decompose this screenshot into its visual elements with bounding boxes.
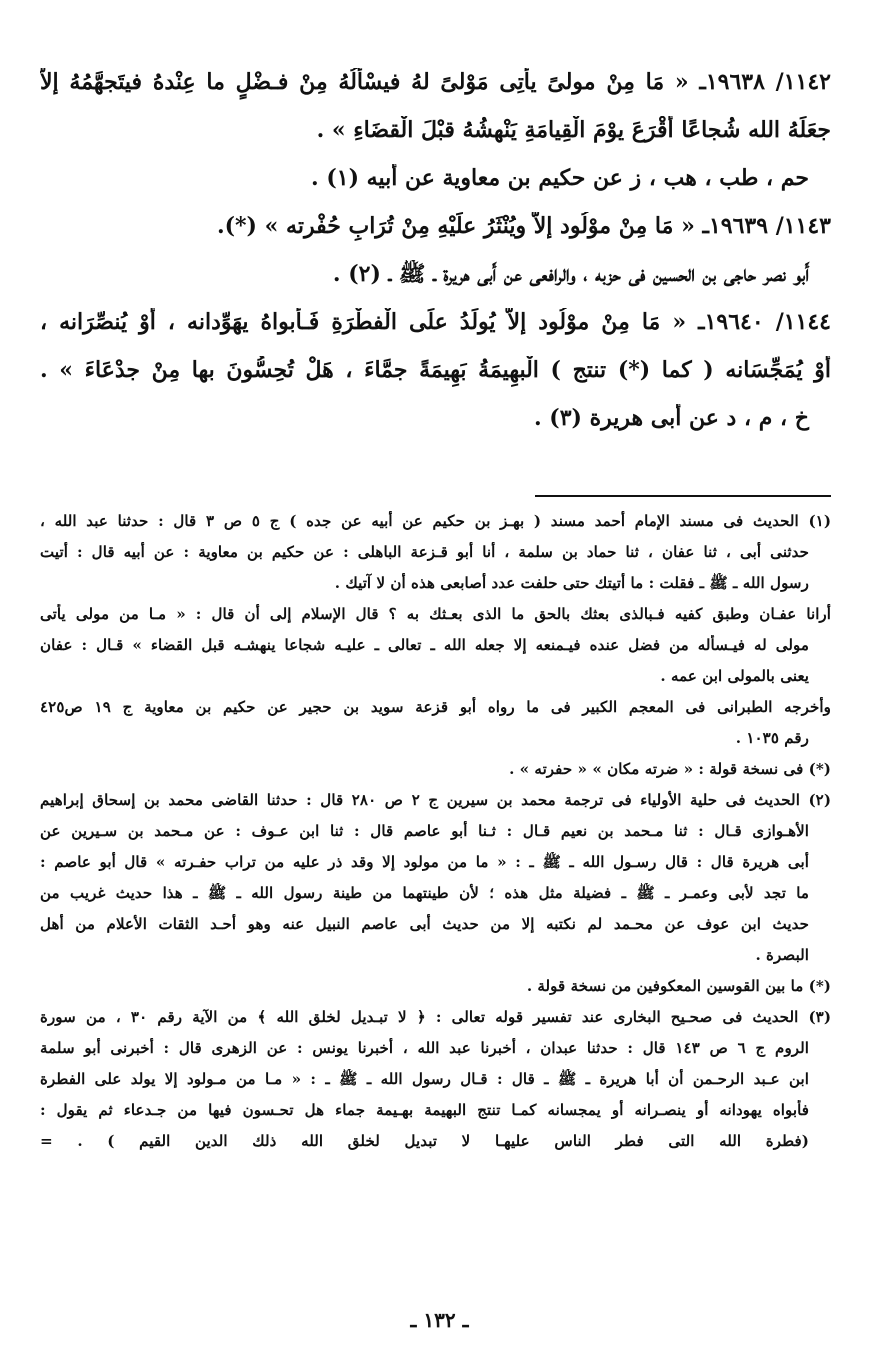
footnote-line: (*) فى نسخة قولة : « ضرته مكان » « حفرته » .: [509, 760, 831, 778]
footnote-line: حديث ابن عوف عن محـمد لم نكتبه إلا من حديث أبى عاصم النبيل عنه وهو أحـد الثقات الأعلام من أهل: [40, 915, 809, 933]
footnote-line: (فطرة الله التى فطر الناس عليهـا لا تبديل لخلق الله ذلك الدين القيم ) . =: [40, 1132, 809, 1150]
hadith-1144-source: خ ، م ، د عن أَبى هريرة (٣) .: [533, 405, 809, 431]
footnote-line: الروم ج ٦ ص ١٤٣ قال : حدثنا عبدان ، أخبرنا عبد الله ، أخبرنا يونس : عن الزهرى قال : أخبرنى أبو سلمة: [40, 1039, 810, 1057]
hadith-1143-line-1: ١١٤٣/ ١٩٦٣٩ـ « مَا مِنْ موْلُود إلاَّ ويُنْثَرُ علَيْهِ مِنْ تُرَابِ حُفْرته » (*).: [216, 213, 831, 239]
page-number: ـ ١٣٢ ـ: [410, 1308, 469, 1332]
footnote-line: رسول الله ـ ﷺ ـ فقلت : ما أتيتك حتى حلفت عدد أصابعى هذه أن لا آتيك .: [334, 574, 809, 592]
footnote-line: وأخرجه الطبرانى فى المعجم الكبير فى ما رواه أبو قزعة سويد بن حجير عن حكيم بن معاوية ج ١٩ ص٤٢٥: [40, 698, 831, 716]
footnote-line: حدثنى أبى ، ثنا عفان ، ثنا حماد بن سلمة ، أنا أبو قـزعة الباهلى : عن حكيم بن معاوية : عن أبيه قال : أتيت: [40, 543, 809, 561]
footnote-line: (١) الحديث فى مسند الإمام أحمد مسند ( بهـز بن حكيم عن أبيه عن جده ) ج ٥ ص ٣ قال : حدثنا عبد الله ،: [40, 512, 831, 530]
hadith-1144-line-2: أَوْ يُمَجِّسَانه ( كما (*) تنتج ) الْبهِيمَةُ بَهِيمَةً جمَّاءَ ، هَلْ تُحِسُّونَ بها مِنْ جدْعَاءَ » .: [40, 357, 831, 383]
hadith-1142-source: حم ، طب ، هب ، ز عن حكيم بن معاوية عن أبيه (١) .: [311, 165, 809, 191]
footnote-line: رقم ١٠٣٥ .: [735, 729, 809, 747]
footnote-separator: [535, 495, 831, 497]
footnote-line: (٢) الحديث فى حلية الأولياء فى ترجمة محمد بن سيرين ج ٢ ص ٢٨٠ قال : حدثنا القاضى محمد بن إسحاق إبراهيم: [40, 791, 831, 809]
footnote-line: أرانا عفـان وطبق كفيه فـبالذى بعثك بالحق ما الذى بعـثك به ؟ قال الإسلام إلى أن قال : « مـا من مولى يأتى: [40, 605, 831, 623]
footnotes: [40, 511, 831, 1162]
hadith-text: [40, 68, 831, 452]
footnote-line: (*) ما بين القوسين المعكوفين من نسخة قولة .: [526, 977, 831, 995]
hadith-1143-source: أَبو نصر حاجى بن الحسين فى حزبه ، والرافعى عن أَبى هريرة ـ ﷺ ـ (٢) .: [332, 261, 809, 287]
footnote-line: مولى له فيـسأله من فضل عنده فيـمنعه إلا جعله الله ـ تعالى ـ عليـه شجاعا ينهشـه قبل القضاء » قـال : عفان: [40, 636, 809, 654]
footnote-line: (٣) الحديث فى صحـيح البخارى عند تفسير قوله تعالى : ﴿ لا تبـديل لخلق الله ﴾ من الآية رقم ٣٠ ، من سورة: [40, 1008, 831, 1026]
hadith-1142-line-2: جعَلَهُ الله شُجاعًا أَقْرَعَ يوْمَ الْقِيامَةِ يَنْهشُهُ قبْلَ الْقضَاءِ » .: [316, 117, 831, 143]
footnote-line: أبى هريرة قال : قال رسـول الله ـ ﷺ ـ : « ما من مولود إلا وقد ذر عليه من تراب حفـرته » قال أبو عاصم :: [40, 853, 809, 871]
hadith-1144-line-1: ١١٤٤/ ١٩٦٤٠ـ « مَا مِنْ موْلُود إلاَّ يُولَدُ علَى الْفطْرَةِ فَـأَبواهُ يهَوِّدانه ، أَوْ يُنصِّرَانه ،: [40, 309, 831, 335]
footnote-line: ما تجد لأبى وعمـر ـ ﷺ ـ فضيلة مثل هذه ؛ لأن طينتهما من طينة رسول الله ـ ﷺ ـ هذا حديث غريب من: [40, 884, 809, 902]
footnote-line: البصرة .: [755, 946, 809, 964]
footnote-line: يعنى بالمولى ابن عمه .: [660, 667, 809, 685]
footnote-line: الأهـوازى قـال : ثنا مـحمد بن نعيم قـال : ثـنا أبو عاصم قال : ثنا ابن عـوف : عن مـحمد بن سـيرين عن: [40, 822, 809, 840]
footnote-line: فأبواه يهودانه أو ينصـرانه أو يمجسانه كمـا تنتج البهيمة بهـيمة جماء هل تحـسون فيها من جـدعاء ثم يقول :: [40, 1101, 809, 1119]
footnote-line: ابن عـبد الرحـمن أن أبا هريرة ـ ﷺ ـ قال : قـال رسول الله ـ ﷺ ـ : « مـا من مـولود إلا يولد على الفطرة: [40, 1070, 809, 1088]
hadith-1142-line-1: ١١٤٢/ ١٩٦٣٨ـ « مَا مِنْ مولىً يأتِى مَوْلىً لهُ فيسْأَلُهُ مِنْ فـضْلٍ ما عِنْدهُ فيتَجهَّمُهُ إلاَّ: [40, 69, 831, 95]
